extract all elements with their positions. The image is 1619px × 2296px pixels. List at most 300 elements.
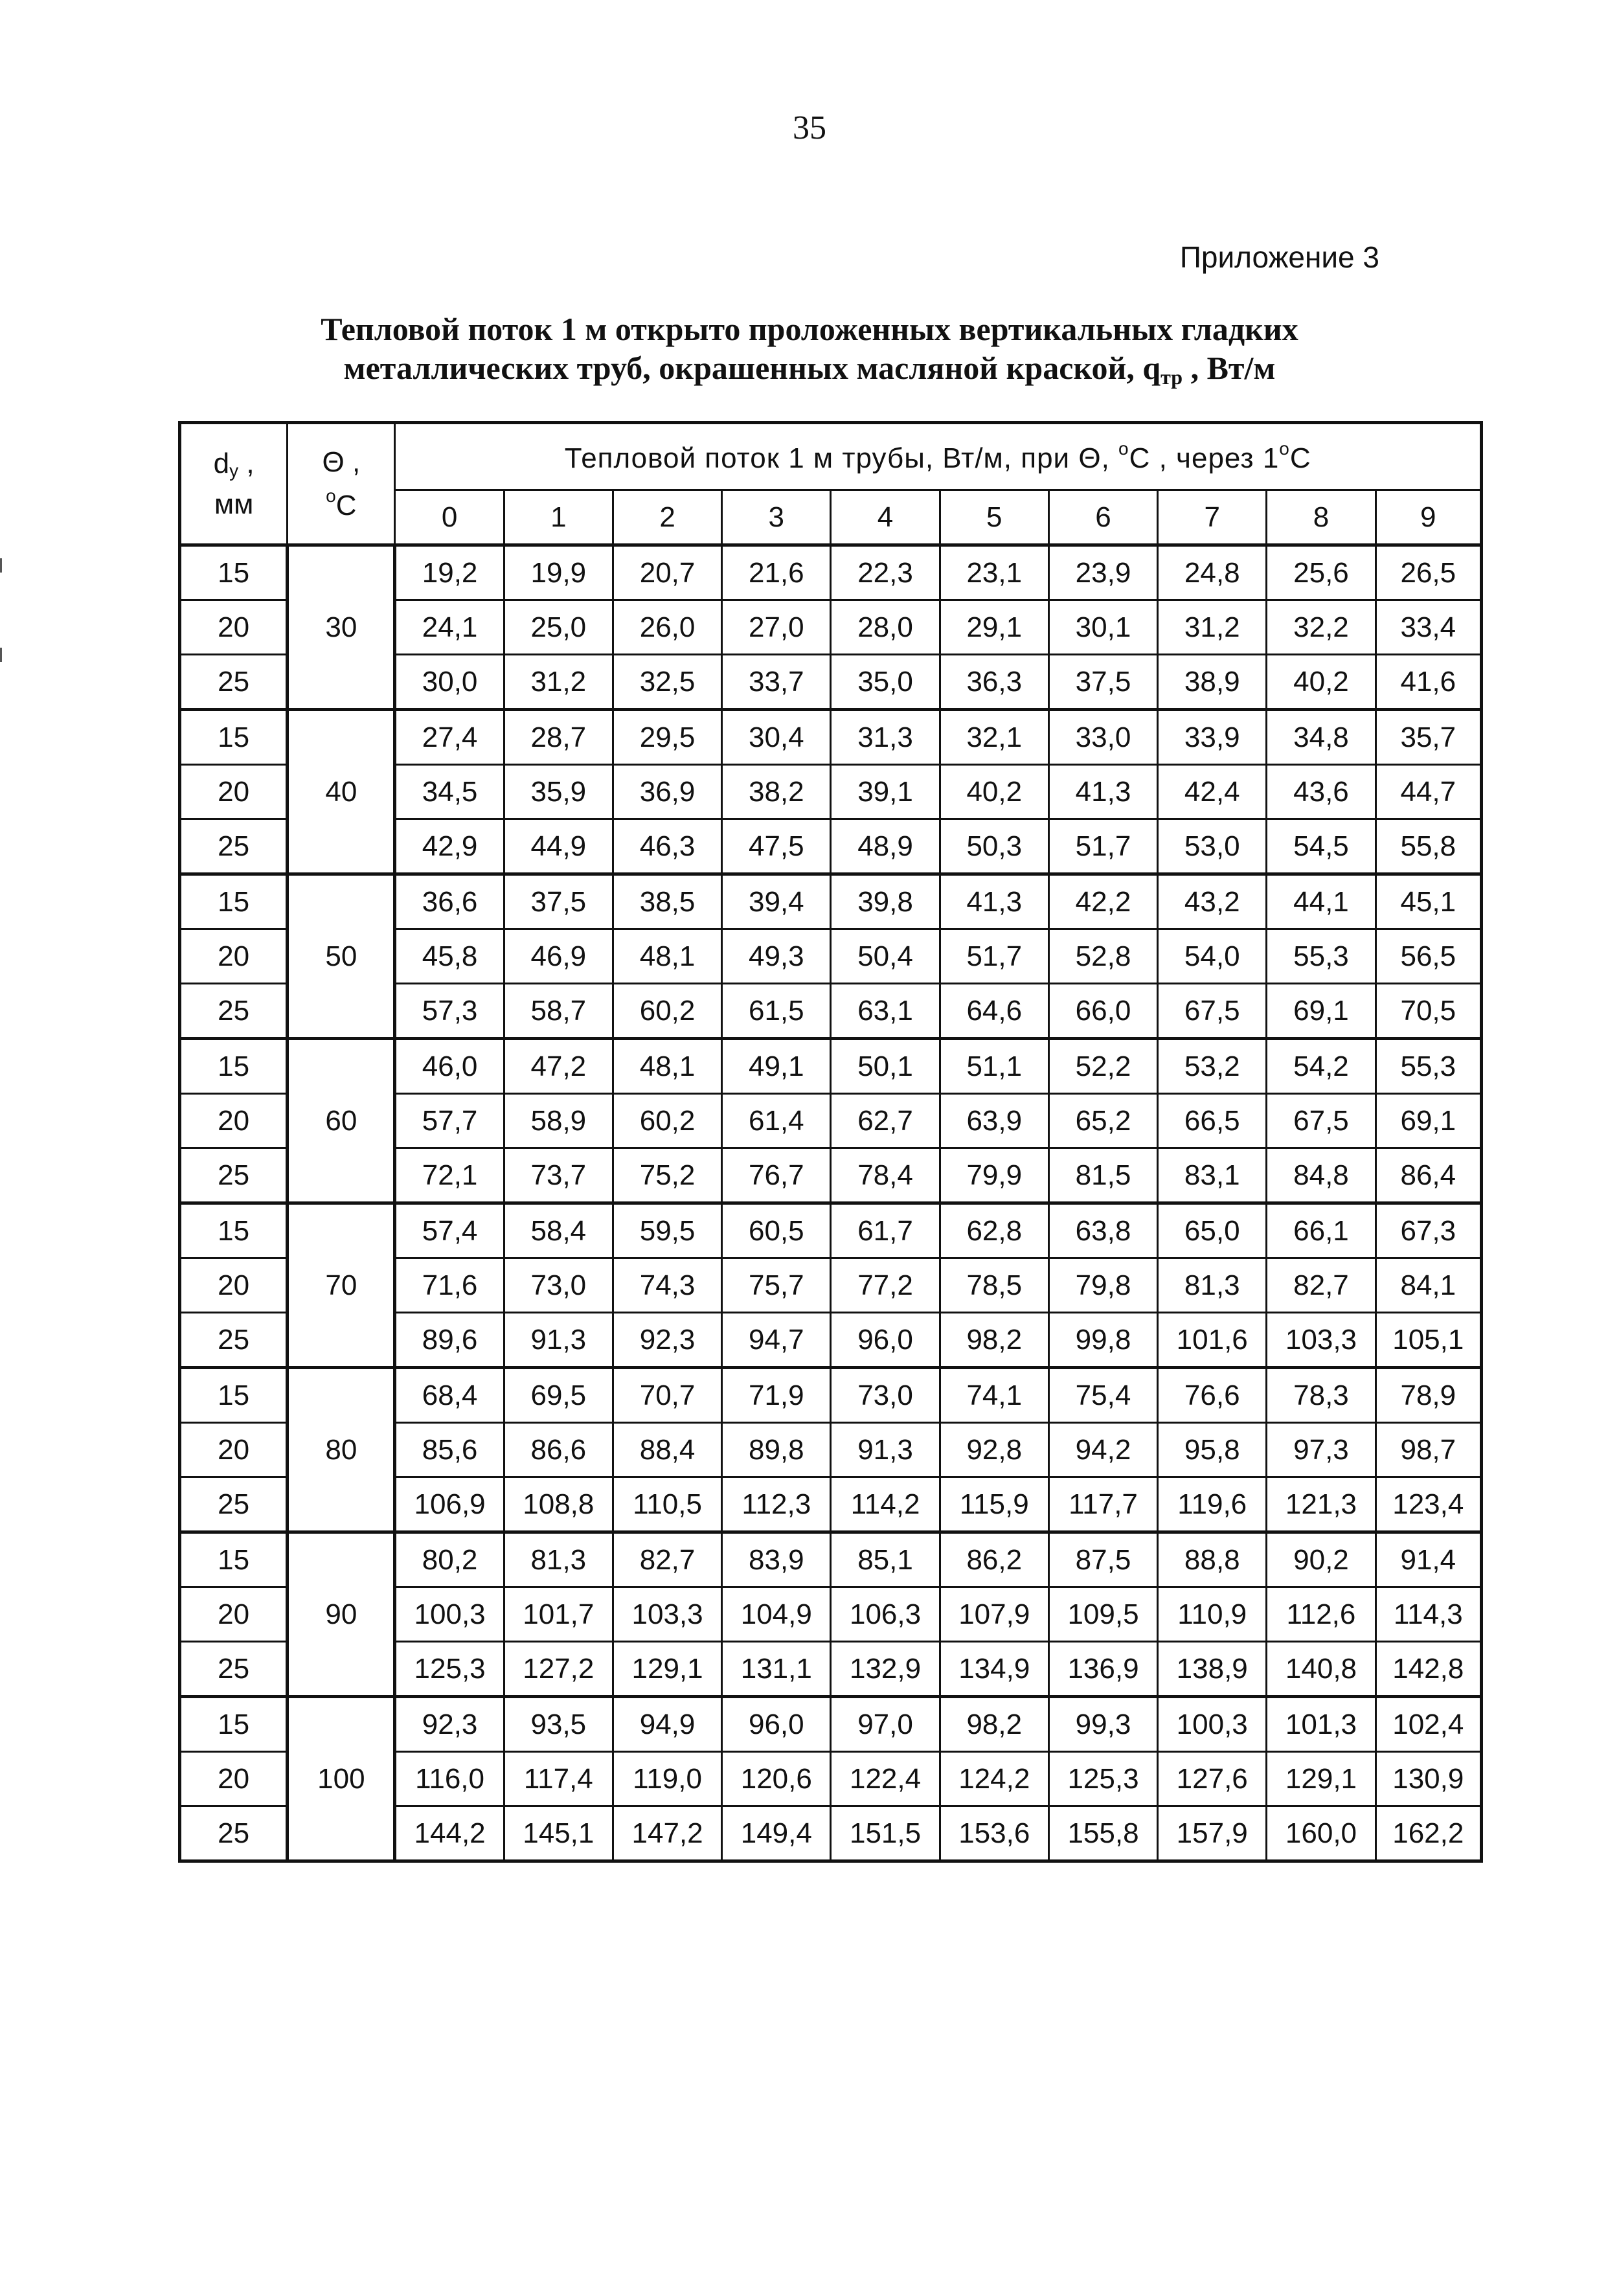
value-cell: 58,4 xyxy=(504,1203,613,1258)
value-cell: 81,3 xyxy=(1158,1258,1267,1313)
value-cell: 130,9 xyxy=(1376,1752,1481,1806)
value-cell: 90,2 xyxy=(1267,1532,1376,1587)
value-cell: 153,6 xyxy=(940,1806,1048,1861)
value-cell: 100,3 xyxy=(1158,1697,1267,1752)
header-dy xyxy=(180,423,288,545)
scan-edge-mark xyxy=(0,558,2,573)
value-cell: 31,2 xyxy=(504,655,613,710)
value-cell: 82,7 xyxy=(1267,1258,1376,1313)
value-cell: 160,0 xyxy=(1267,1806,1376,1861)
value-cell: 22,3 xyxy=(831,545,940,600)
value-cell: 84,1 xyxy=(1376,1258,1481,1313)
value-cell: 46,3 xyxy=(613,819,721,874)
dy-cell: 20 xyxy=(180,765,288,819)
table-row xyxy=(180,1532,1482,1587)
value-cell: 94,7 xyxy=(722,1313,831,1368)
dy-cell: 15 xyxy=(180,1532,288,1587)
header-theta-symbol: Θ , xyxy=(322,446,361,478)
value-cell: 67,3 xyxy=(1376,1203,1481,1258)
value-cell: 82,7 xyxy=(613,1532,721,1587)
title-line-2-suffix: , Вт/м xyxy=(1183,350,1276,386)
dy-cell: 25 xyxy=(180,984,288,1039)
value-cell: 39,1 xyxy=(831,765,940,819)
dy-cell: 20 xyxy=(180,929,288,984)
theta-cell: 50 xyxy=(288,874,395,1039)
header-digit-0: 0 xyxy=(395,490,504,545)
value-cell: 125,3 xyxy=(395,1642,504,1697)
dy-cell: 20 xyxy=(180,1094,288,1148)
value-cell: 47,2 xyxy=(504,1039,613,1094)
value-cell: 84,8 xyxy=(1267,1148,1376,1203)
header-degree-2: o xyxy=(1279,438,1290,459)
value-cell: 92,8 xyxy=(940,1423,1048,1477)
header-theta-degree: o xyxy=(326,485,336,506)
value-cell: 47,5 xyxy=(722,819,831,874)
value-cell: 85,1 xyxy=(831,1532,940,1587)
value-cell: 60,5 xyxy=(722,1203,831,1258)
header-digit-9: 9 xyxy=(1376,490,1481,545)
table-row xyxy=(180,1368,1482,1423)
value-cell: 81,3 xyxy=(504,1532,613,1587)
value-cell: 43,6 xyxy=(1267,765,1376,819)
value-cell: 54,2 xyxy=(1267,1039,1376,1094)
value-cell: 83,9 xyxy=(722,1532,831,1587)
value-cell: 86,4 xyxy=(1376,1148,1481,1203)
value-cell: 54,0 xyxy=(1158,929,1267,984)
dy-cell: 15 xyxy=(180,1203,288,1258)
value-cell: 58,7 xyxy=(504,984,613,1039)
value-cell: 129,1 xyxy=(1267,1752,1376,1806)
value-cell: 109,5 xyxy=(1048,1587,1157,1642)
value-cell: 105,1 xyxy=(1376,1313,1481,1368)
value-cell: 67,5 xyxy=(1158,984,1267,1039)
value-cell: 41,6 xyxy=(1376,655,1481,710)
value-cell: 107,9 xyxy=(940,1587,1048,1642)
dy-cell: 15 xyxy=(180,1368,288,1423)
value-cell: 57,7 xyxy=(395,1094,504,1148)
value-cell: 33,0 xyxy=(1048,710,1157,765)
value-cell: 101,3 xyxy=(1267,1697,1376,1752)
header-digit-4: 4 xyxy=(831,490,940,545)
value-cell: 26,0 xyxy=(613,600,721,655)
dy-cell: 15 xyxy=(180,1039,288,1094)
value-cell: 95,8 xyxy=(1158,1423,1267,1477)
value-cell: 79,9 xyxy=(940,1148,1048,1203)
value-cell: 86,2 xyxy=(940,1532,1048,1587)
value-cell: 123,4 xyxy=(1376,1477,1481,1532)
value-cell: 61,4 xyxy=(722,1094,831,1148)
value-cell: 136,9 xyxy=(1048,1642,1157,1697)
value-cell: 51,1 xyxy=(940,1039,1048,1094)
value-cell: 147,2 xyxy=(613,1806,721,1861)
value-cell: 94,9 xyxy=(613,1697,721,1752)
value-cell: 71,9 xyxy=(722,1368,831,1423)
value-cell: 69,5 xyxy=(504,1368,613,1423)
theta-cell: 30 xyxy=(288,545,395,710)
value-cell: 59,5 xyxy=(613,1203,721,1258)
value-cell: 30,1 xyxy=(1048,600,1157,655)
header-dy-unit: мм xyxy=(214,488,254,520)
value-cell: 102,4 xyxy=(1376,1697,1481,1752)
header-digit-1: 1 xyxy=(504,490,613,545)
dy-cell: 20 xyxy=(180,1587,288,1642)
theta-cell: 40 xyxy=(288,710,395,874)
value-cell: 32,1 xyxy=(940,710,1048,765)
dy-cell: 15 xyxy=(180,710,288,765)
dy-cell: 25 xyxy=(180,1806,288,1861)
value-cell: 34,5 xyxy=(395,765,504,819)
value-cell: 106,9 xyxy=(395,1477,504,1532)
value-cell: 52,8 xyxy=(1048,929,1157,984)
value-cell: 131,1 xyxy=(722,1642,831,1697)
table-row xyxy=(180,545,1482,600)
value-cell: 51,7 xyxy=(1048,819,1157,874)
value-cell: 25,0 xyxy=(504,600,613,655)
value-cell: 72,1 xyxy=(395,1148,504,1203)
value-cell: 55,8 xyxy=(1376,819,1481,874)
value-cell: 38,5 xyxy=(613,874,721,929)
value-cell: 70,5 xyxy=(1376,984,1481,1039)
value-cell: 27,4 xyxy=(395,710,504,765)
value-cell: 97,3 xyxy=(1267,1423,1376,1477)
table-row xyxy=(180,1697,1482,1752)
value-cell: 30,4 xyxy=(722,710,831,765)
value-cell: 77,2 xyxy=(831,1258,940,1313)
value-cell: 69,1 xyxy=(1376,1094,1481,1148)
value-cell: 108,8 xyxy=(504,1477,613,1532)
value-cell: 31,2 xyxy=(1158,600,1267,655)
value-cell: 122,4 xyxy=(831,1752,940,1806)
value-cell: 151,5 xyxy=(831,1806,940,1861)
header-digit-7: 7 xyxy=(1158,490,1267,545)
value-cell: 24,1 xyxy=(395,600,504,655)
value-cell: 73,0 xyxy=(504,1258,613,1313)
value-cell: 50,4 xyxy=(831,929,940,984)
value-cell: 66,0 xyxy=(1048,984,1157,1039)
theta-cell: 70 xyxy=(288,1203,395,1368)
value-cell: 57,4 xyxy=(395,1203,504,1258)
value-cell: 89,8 xyxy=(722,1423,831,1477)
value-cell: 119,0 xyxy=(613,1752,721,1806)
value-cell: 73,0 xyxy=(831,1368,940,1423)
value-cell: 78,3 xyxy=(1267,1368,1376,1423)
value-cell: 60,2 xyxy=(613,1094,721,1148)
value-cell: 40,2 xyxy=(1267,655,1376,710)
value-cell: 157,9 xyxy=(1158,1806,1267,1861)
value-cell: 36,6 xyxy=(395,874,504,929)
value-cell: 60,2 xyxy=(613,984,721,1039)
value-cell: 117,4 xyxy=(504,1752,613,1806)
value-cell: 56,5 xyxy=(1376,929,1481,984)
value-cell: 140,8 xyxy=(1267,1642,1376,1697)
value-cell: 74,1 xyxy=(940,1368,1048,1423)
value-cell: 39,8 xyxy=(831,874,940,929)
table-row xyxy=(180,710,1482,765)
value-cell: 96,0 xyxy=(722,1697,831,1752)
value-cell: 80,2 xyxy=(395,1532,504,1587)
value-cell: 149,4 xyxy=(722,1806,831,1861)
value-cell: 51,7 xyxy=(940,929,1048,984)
value-cell: 63,8 xyxy=(1048,1203,1157,1258)
heat-flow-table-wrapper xyxy=(178,421,1483,1863)
value-cell: 44,9 xyxy=(504,819,613,874)
theta-cell: 90 xyxy=(288,1532,395,1697)
value-cell: 20,7 xyxy=(613,545,721,600)
value-cell: 104,9 xyxy=(722,1587,831,1642)
dy-cell: 15 xyxy=(180,545,288,600)
value-cell: 71,6 xyxy=(395,1258,504,1313)
value-cell: 85,6 xyxy=(395,1423,504,1477)
title-line-2-prefix: металлических труб, окрашенных масляной краской, q xyxy=(343,350,1161,386)
value-cell: 101,7 xyxy=(504,1587,613,1642)
value-cell: 114,2 xyxy=(831,1477,940,1532)
value-cell: 39,4 xyxy=(722,874,831,929)
table-title xyxy=(0,310,1619,396)
value-cell: 49,3 xyxy=(722,929,831,984)
dy-cell: 15 xyxy=(180,874,288,929)
value-cell: 134,9 xyxy=(940,1642,1048,1697)
value-cell: 112,3 xyxy=(722,1477,831,1532)
value-cell: 65,2 xyxy=(1048,1094,1157,1148)
value-cell: 144,2 xyxy=(395,1806,504,1861)
value-cell: 27,0 xyxy=(722,600,831,655)
header-digit-2: 2 xyxy=(613,490,721,545)
dy-cell: 25 xyxy=(180,1313,288,1368)
value-cell: 35,0 xyxy=(831,655,940,710)
value-cell: 28,0 xyxy=(831,600,940,655)
value-cell: 41,3 xyxy=(1048,765,1157,819)
value-cell: 99,8 xyxy=(1048,1313,1157,1368)
value-cell: 40,2 xyxy=(940,765,1048,819)
value-cell: 32,2 xyxy=(1267,600,1376,655)
value-cell: 24,8 xyxy=(1158,545,1267,600)
value-cell: 19,2 xyxy=(395,545,504,600)
value-cell: 42,4 xyxy=(1158,765,1267,819)
header-digit-8: 8 xyxy=(1267,490,1376,545)
value-cell: 70,7 xyxy=(613,1368,721,1423)
value-cell: 53,0 xyxy=(1158,819,1267,874)
value-cell: 55,3 xyxy=(1267,929,1376,984)
theta-cell: 60 xyxy=(288,1039,395,1203)
value-cell: 125,3 xyxy=(1048,1752,1157,1806)
value-cell: 45,8 xyxy=(395,929,504,984)
value-cell: 83,1 xyxy=(1158,1148,1267,1203)
value-cell: 44,7 xyxy=(1376,765,1481,819)
value-cell: 50,1 xyxy=(831,1039,940,1094)
value-cell: 65,0 xyxy=(1158,1203,1267,1258)
value-cell: 97,0 xyxy=(831,1697,940,1752)
value-cell: 75,4 xyxy=(1048,1368,1157,1423)
scan-edge-mark xyxy=(0,648,2,662)
table-row xyxy=(180,1039,1482,1094)
value-cell: 101,6 xyxy=(1158,1313,1267,1368)
value-cell: 78,9 xyxy=(1376,1368,1481,1423)
theta-cell: 80 xyxy=(288,1368,395,1532)
table-row xyxy=(180,874,1482,929)
value-cell: 35,7 xyxy=(1376,710,1481,765)
value-cell: 110,9 xyxy=(1158,1587,1267,1642)
value-cell: 75,2 xyxy=(613,1148,721,1203)
value-cell: 115,9 xyxy=(940,1477,1048,1532)
value-cell: 52,2 xyxy=(1048,1039,1157,1094)
value-cell: 110,5 xyxy=(613,1477,721,1532)
value-cell: 98,7 xyxy=(1376,1423,1481,1477)
dy-cell: 25 xyxy=(180,1642,288,1697)
value-cell: 66,1 xyxy=(1267,1203,1376,1258)
value-cell: 117,7 xyxy=(1048,1477,1157,1532)
value-cell: 50,3 xyxy=(940,819,1048,874)
value-cell: 121,3 xyxy=(1267,1477,1376,1532)
header-heat-flow-suffix: С xyxy=(1289,442,1311,474)
header-heat-flow-mid: С , через 1 xyxy=(1129,442,1280,474)
value-cell: 114,3 xyxy=(1376,1587,1481,1642)
value-cell: 74,3 xyxy=(613,1258,721,1313)
value-cell: 99,3 xyxy=(1048,1697,1157,1752)
value-cell: 98,2 xyxy=(940,1697,1048,1752)
dy-cell: 20 xyxy=(180,1258,288,1313)
value-cell: 127,2 xyxy=(504,1642,613,1697)
value-cell: 19,9 xyxy=(504,545,613,600)
value-cell: 88,4 xyxy=(613,1423,721,1477)
value-cell: 67,5 xyxy=(1267,1094,1376,1148)
value-cell: 54,5 xyxy=(1267,819,1376,874)
header-heat-flow xyxy=(395,423,1482,490)
value-cell: 86,6 xyxy=(504,1423,613,1477)
value-cell: 116,0 xyxy=(395,1752,504,1806)
value-cell: 112,6 xyxy=(1267,1587,1376,1642)
value-cell: 93,5 xyxy=(504,1697,613,1752)
value-cell: 145,1 xyxy=(504,1806,613,1861)
table-body xyxy=(180,545,1482,1861)
value-cell: 68,4 xyxy=(395,1368,504,1423)
value-cell: 69,1 xyxy=(1267,984,1376,1039)
header-theta xyxy=(288,423,395,545)
value-cell: 33,4 xyxy=(1376,600,1481,655)
dy-cell: 25 xyxy=(180,1477,288,1532)
value-cell: 78,5 xyxy=(940,1258,1048,1313)
dy-cell: 25 xyxy=(180,655,288,710)
value-cell: 46,9 xyxy=(504,929,613,984)
value-cell: 138,9 xyxy=(1158,1642,1267,1697)
value-cell: 66,5 xyxy=(1158,1094,1267,1148)
value-cell: 26,5 xyxy=(1376,545,1481,600)
value-cell: 132,9 xyxy=(831,1642,940,1697)
value-cell: 94,2 xyxy=(1048,1423,1157,1477)
dy-cell: 20 xyxy=(180,1423,288,1477)
value-cell: 88,8 xyxy=(1158,1532,1267,1587)
dy-cell: 15 xyxy=(180,1697,288,1752)
header-degree-1: o xyxy=(1118,438,1129,459)
value-cell: 73,7 xyxy=(504,1148,613,1203)
value-cell: 23,1 xyxy=(940,545,1048,600)
value-cell: 28,7 xyxy=(504,710,613,765)
value-cell: 37,5 xyxy=(504,874,613,929)
dy-cell: 20 xyxy=(180,600,288,655)
header-digit-6: 6 xyxy=(1048,490,1157,545)
value-cell: 53,2 xyxy=(1158,1039,1267,1094)
value-cell: 36,9 xyxy=(613,765,721,819)
theta-cell: 100 xyxy=(288,1697,395,1861)
value-cell: 120,6 xyxy=(722,1752,831,1806)
value-cell: 124,2 xyxy=(940,1752,1048,1806)
value-cell: 103,3 xyxy=(1267,1313,1376,1368)
value-cell: 49,1 xyxy=(722,1039,831,1094)
value-cell: 91,3 xyxy=(831,1423,940,1477)
value-cell: 76,7 xyxy=(722,1148,831,1203)
table-title-line-2 xyxy=(0,348,1619,396)
value-cell: 62,8 xyxy=(940,1203,1048,1258)
value-cell: 44,1 xyxy=(1267,874,1376,929)
value-cell: 48,1 xyxy=(613,1039,721,1094)
value-cell: 155,8 xyxy=(1048,1806,1157,1861)
value-cell: 48,9 xyxy=(831,819,940,874)
value-cell: 79,8 xyxy=(1048,1258,1157,1313)
value-cell: 81,5 xyxy=(1048,1148,1157,1203)
value-cell: 119,6 xyxy=(1158,1477,1267,1532)
value-cell: 29,1 xyxy=(940,600,1048,655)
dy-cell: 25 xyxy=(180,1148,288,1203)
table-title-line-1: Тепловой поток 1 м открыто проложенных вертикальных гладких xyxy=(321,311,1298,347)
value-cell: 61,5 xyxy=(722,984,831,1039)
value-cell: 62,7 xyxy=(831,1094,940,1148)
value-cell: 61,7 xyxy=(831,1203,940,1258)
value-cell: 100,3 xyxy=(395,1587,504,1642)
value-cell: 41,3 xyxy=(940,874,1048,929)
value-cell: 32,5 xyxy=(613,655,721,710)
dy-cell: 20 xyxy=(180,1752,288,1806)
value-cell: 33,7 xyxy=(722,655,831,710)
value-cell: 35,9 xyxy=(504,765,613,819)
value-cell: 45,1 xyxy=(1376,874,1481,929)
value-cell: 42,2 xyxy=(1048,874,1157,929)
value-cell: 48,1 xyxy=(613,929,721,984)
value-cell: 96,0 xyxy=(831,1313,940,1368)
value-cell: 33,9 xyxy=(1158,710,1267,765)
table-row xyxy=(180,1203,1482,1258)
value-cell: 23,9 xyxy=(1048,545,1157,600)
value-cell: 76,6 xyxy=(1158,1368,1267,1423)
heat-flow-table xyxy=(178,421,1483,1863)
value-cell: 38,9 xyxy=(1158,655,1267,710)
value-cell: 21,6 xyxy=(722,545,831,600)
page-number: 35 xyxy=(793,109,826,146)
value-cell: 78,4 xyxy=(831,1148,940,1203)
value-cell: 42,9 xyxy=(395,819,504,874)
value-cell: 55,3 xyxy=(1376,1039,1481,1094)
header-dy-comma: , xyxy=(238,447,255,479)
value-cell: 63,1 xyxy=(831,984,940,1039)
value-cell: 142,8 xyxy=(1376,1642,1481,1697)
value-cell: 25,6 xyxy=(1267,545,1376,600)
value-cell: 38,2 xyxy=(722,765,831,819)
value-cell: 129,1 xyxy=(613,1642,721,1697)
header-digit-3: 3 xyxy=(722,490,831,545)
value-cell: 92,3 xyxy=(395,1697,504,1752)
value-cell: 63,9 xyxy=(940,1094,1048,1148)
header-heat-flow-prefix: Тепловой поток 1 м трубы, Вт/м, при Θ, xyxy=(564,442,1119,474)
value-cell: 127,6 xyxy=(1158,1752,1267,1806)
title-q-subscript: тр xyxy=(1160,365,1183,389)
value-cell: 87,5 xyxy=(1048,1532,1157,1587)
value-cell: 36,3 xyxy=(940,655,1048,710)
value-cell: 58,9 xyxy=(504,1094,613,1148)
value-cell: 75,7 xyxy=(722,1258,831,1313)
value-cell: 30,0 xyxy=(395,655,504,710)
value-cell: 34,8 xyxy=(1267,710,1376,765)
value-cell: 31,3 xyxy=(831,710,940,765)
value-cell: 162,2 xyxy=(1376,1806,1481,1861)
value-cell: 91,3 xyxy=(504,1313,613,1368)
